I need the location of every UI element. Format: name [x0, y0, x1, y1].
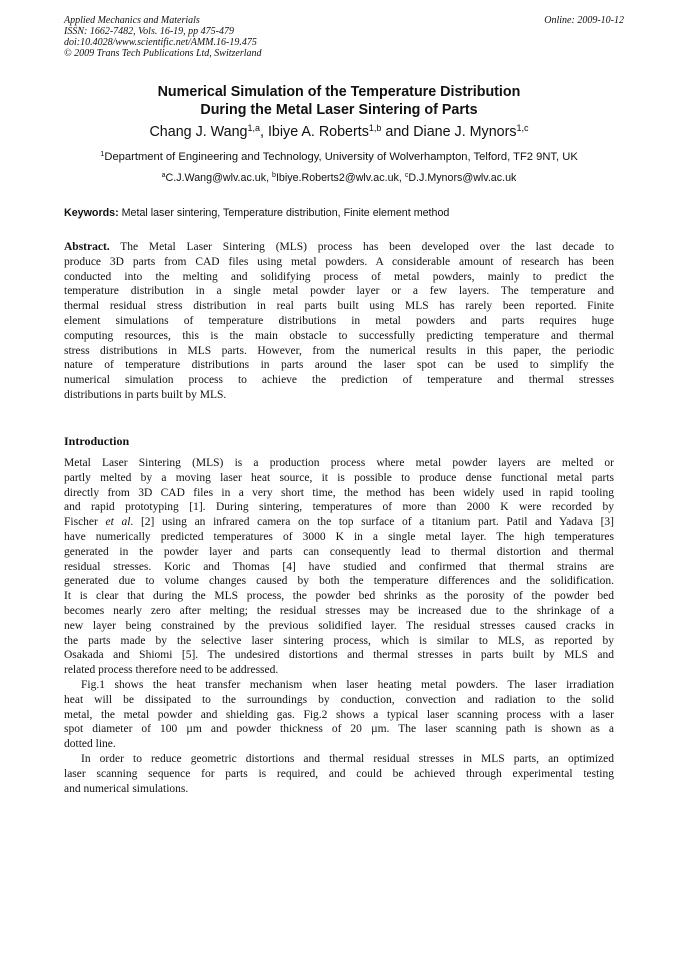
abstract-line: conducted into the melting and solidifying process of metal powders, mainly to predict the	[64, 270, 614, 283]
abstract-line: produce 3D parts from CAD files using metal powders. A considerable amount of research has been	[64, 255, 614, 268]
abstract-line: The Metal Laser Sintering (MLS) process has been developed over the last decade to	[109, 241, 614, 253]
abstract	[64, 240, 614, 403]
author-sup: 1,b	[368, 123, 382, 133]
author-sep: and	[381, 124, 414, 140]
abstract-label: Abstract.	[64, 241, 110, 253]
author-sup: 1,a	[247, 123, 260, 133]
keywords	[64, 206, 614, 220]
intro-line	[64, 515, 614, 530]
intro-text: Fischer	[64, 516, 106, 529]
intro-line: generated in the powder layer and parts can consequently lead to thermal distortion and thermal	[64, 545, 614, 558]
intro-line: new layer being constrained by the previous solidified layer. The residual stresses caused cracks in	[64, 619, 614, 632]
intro-line: Fig.1 shows the heat transfer mechanism when laser heating metal powders. The laser irradiation	[81, 678, 614, 691]
author-emails	[64, 171, 614, 185]
intro-line: and numerical simulations.	[64, 782, 189, 795]
journal-name: Applied Mechanics and Materials	[64, 15, 200, 26]
title-line-1: Numerical Simulation of the Temperature Distribution	[157, 84, 521, 100]
intro-line: and rapid prototyping [1]. During sintering, temperatures of more than 2000 K were recorded by	[64, 501, 614, 514]
email-address[interactable]: D.J.Mynors@wlv.ac.uk	[408, 172, 517, 184]
section-heading: Introduction	[64, 434, 130, 448]
email-sup: a	[161, 172, 166, 179]
intro-line: In order to reduce geometric distortions and thermal residual stresses in MLS parts, an optimized	[81, 752, 614, 765]
intro-line: residual stresses. Koric and Thomas [4] have studied and confirmed that thermal strains are	[64, 560, 614, 573]
intro-emphasis: et al	[105, 516, 131, 529]
journal-issn: ISSN: 1662-7482, Vols. 16-19, pp 475-479	[64, 26, 234, 37]
intro-text: . [2] using an infrared camera on the top surface of a titanium part. Patil and Yadava [3]	[130, 516, 614, 529]
abstract-line: computing resources, this is the main obstacle to successfully predicting temperature and thermal	[64, 329, 614, 342]
journal-header	[64, 15, 624, 59]
author-name: Diane J. Mynors	[413, 124, 517, 140]
author-name: Chang J. Wang	[149, 124, 248, 140]
abstract-line: nature of temperature distributions in parts around the laser spot can be used to simplify the	[64, 359, 614, 372]
abstract-line: thermal residual stress distribution in real parts built using MLS has rarely been reported. Finite	[64, 300, 614, 313]
intro-line: related process therefore need to be addressed.	[64, 664, 279, 677]
email-sup: c	[404, 172, 409, 179]
email-address[interactable]: Ibiye.Roberts2@wlv.ac.uk	[275, 172, 399, 184]
intro-line: generated due to volume changes caused by both the temperature differences and the solidification.	[64, 575, 614, 588]
abstract-line: distributions in parts built by MLS.	[64, 388, 227, 401]
title-line-2: During the Metal Laser Sintering of Parts	[200, 102, 478, 118]
intro-line: heat will be dissipated to the surroundings by conduction, convection and radiation to the solid	[64, 693, 614, 706]
affiliation	[64, 150, 614, 164]
author-sep: ,	[260, 124, 268, 140]
intro-line: the parts made by the selective laser sintering process, which is similar to MLS, as reported by	[64, 634, 614, 647]
intro-line: Metal Laser Sintering (MLS) is a production process where metal powder layers are melted or	[64, 457, 614, 469]
journal-copyright: © 2009 Trans Tech Publications Ltd, Switzerland	[64, 48, 262, 59]
abstract-line: numerical simulation process to achieve the prediction of temperature and thermal stresses	[64, 374, 614, 387]
intro-line: dotted line.	[64, 738, 116, 751]
introduction-section	[64, 456, 614, 796]
intro-line: becomes nearly zero after melting; the residual stresses may be increased due to the shrinkage of a	[64, 604, 614, 617]
intro-line: have numerically predicted temperatures of 3000 K in a single metal layer. The high temperatures	[64, 530, 614, 543]
intro-line: partly melted by a moving laser heat source, it is possible to produce dense functional metal parts	[64, 471, 614, 484]
intro-line: spot diameter of 100 µm and powder thickness of 20 µm. The laser scanning path is shown as a	[64, 723, 614, 736]
email-address[interactable]: C.J.Wang@wlv.ac.uk	[165, 172, 267, 184]
email-sup: b	[272, 172, 276, 179]
keywords-label: Keywords:	[64, 207, 119, 219]
online-date: Online: 2009-10-12	[544, 15, 624, 26]
journal-doi: doi:10.4028/www.scientific.net/AMM.16-19.475	[64, 37, 257, 48]
affiliation-text: Department of Engineering and Technology, University of Wolverhampton, Telford, TF2 9NT, UK	[104, 151, 578, 163]
author-sup: 1,c	[516, 123, 529, 133]
intro-line: metal, the metal powder and shielding gas. Fig.2 shows a typical laser scanning process with a laser	[64, 708, 614, 721]
email-sep: ,	[398, 172, 405, 184]
affiliation-sup: 1	[100, 149, 105, 158]
keywords-text: Metal laser sintering, Temperature distribution, Finite element method	[121, 207, 450, 219]
paper-title	[64, 83, 614, 119]
intro-line: laser scanning sequence for parts is required, and could be achieved through experimental testing	[64, 767, 614, 780]
author-list	[64, 123, 614, 141]
email-sep: ,	[266, 172, 273, 184]
intro-line: It is clear that during the MLS process, the powder bed shrinks as the porosity of the powder bed	[64, 590, 614, 603]
intro-line: Osakada and Shiomi [5]. The undesired distortions and thermal stresses in parts built by MLS and	[64, 649, 614, 662]
author-name: Ibiye A. Roberts	[267, 124, 369, 140]
abstract-line: stress distributions in MLS parts. However, from the numerical results in this paper, the periodic	[64, 344, 614, 357]
abstract-line: element simulations of temperature distributions in metal powders and parts requires huge	[64, 314, 614, 327]
intro-line: directly from 3D CAD files in a very short time, the method has been widely used in rapid tooling	[64, 486, 614, 499]
abstract-line: temperature distribution in a single metal powder layer or a few layers. The temperature and	[64, 285, 614, 298]
